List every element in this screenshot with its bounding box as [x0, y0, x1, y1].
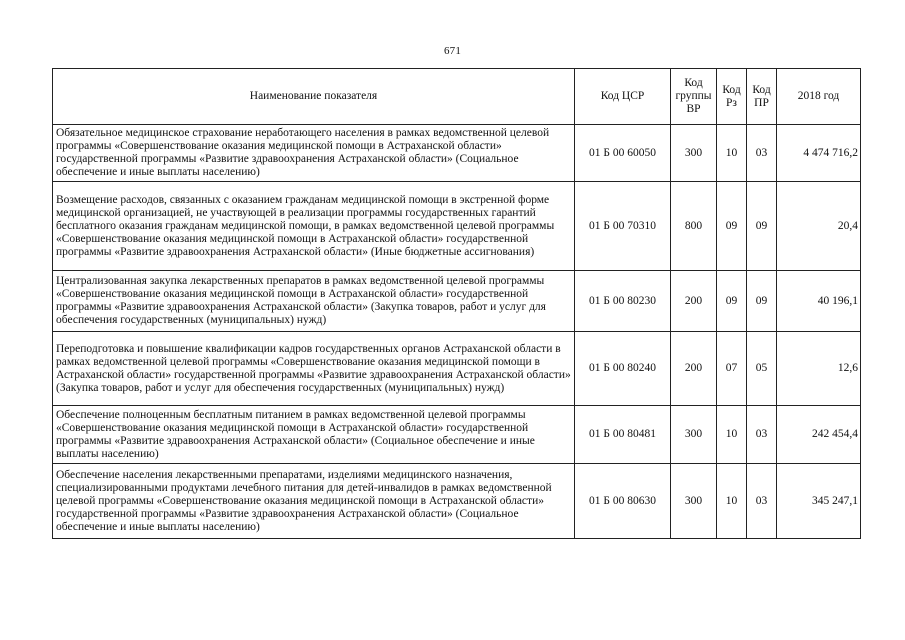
row-pr-code: 09	[747, 182, 777, 271]
table-row	[53, 271, 861, 332]
row-name: Возмещение расходов, связанных с оказанием гражданам медицинской помощи в экстренной форме медицинской организацией, не участвующей в реализации программы государственных гарантий бесплатного оказания гражданам медицинской помощи, в рамках ведомственной целевой программы «Совершенствование оказания медицинской помощи в Астраханской области» государственной программы «Развитие здравоохранения Астраханской области» (Иные бюджетные ассигнования)	[53, 182, 575, 271]
row-amount: 242 454,4	[777, 406, 861, 464]
header-name: Наименование показателя	[53, 69, 575, 125]
row-pr-code: 09	[747, 271, 777, 332]
row-vr-code: 200	[671, 332, 717, 406]
table-row	[53, 182, 861, 271]
row-amount: 345 247,1	[777, 464, 861, 539]
row-pr-code: 03	[747, 464, 777, 539]
row-csr-code: 01 Б 00 80630	[575, 464, 671, 539]
row-vr-code: 300	[671, 406, 717, 464]
header-vr-code: Код группы ВР	[671, 69, 717, 125]
row-csr-code: 01 Б 00 80230	[575, 271, 671, 332]
table-body	[53, 125, 861, 539]
row-name: Переподготовка и повышение квалификации кадров государственных органов Астраханской области в рамках ведомственной целевой программы «Совершенствование оказания медицинской помощи в Астраханской области» государственной программы «Развитие здравоохранения Астраханской области» (Закупка товаров, работ и услуг для обеспечения государственных (муниципальных) нужд)	[53, 332, 575, 406]
row-csr-code: 01 Б 00 80240	[575, 332, 671, 406]
row-rz-code: 07	[717, 332, 747, 406]
header-csr-code: Код ЦСР	[575, 69, 671, 125]
row-name: Обеспечение населения лекарственными препаратами, изделиями медицинского назначения, специализированными продуктами лечебного питания для детей-инвалидов в рамках ведомственной целевой программы «Совершенствование оказания медицинской помощи в Астраханской области» государственной программы «Развитие здравоохранения Астраханской области» (Социальное обеспечение и иные выплаты населению)	[53, 464, 575, 539]
table-row	[53, 125, 861, 182]
table-row	[53, 332, 861, 406]
row-vr-code: 300	[671, 464, 717, 539]
header-pr-code: Код ПР	[747, 69, 777, 125]
row-pr-code: 05	[747, 332, 777, 406]
row-vr-code: 200	[671, 271, 717, 332]
row-vr-code: 300	[671, 125, 717, 182]
row-pr-code: 03	[747, 406, 777, 464]
table-header	[53, 69, 861, 125]
row-name: Централизованная закупка лекарственных препаратов в рамках ведомственной целевой программы «Совершенствование оказания медицинской помощи в Астраханской области» государственной программы «Развитие здравоохранения Астраханской области» (Закупка товаров, работ и услуг для обеспечения государственных (муниципальных) нужд)	[53, 271, 575, 332]
row-rz-code: 10	[717, 406, 747, 464]
row-amount: 40 196,1	[777, 271, 861, 332]
header-rz-code: Код Рз	[717, 69, 747, 125]
row-rz-code: 10	[717, 464, 747, 539]
table-row	[53, 406, 861, 464]
row-csr-code: 01 Б 00 70310	[575, 182, 671, 271]
header-year: 2018 год	[777, 69, 861, 125]
row-vr-code: 800	[671, 182, 717, 271]
row-pr-code: 03	[747, 125, 777, 182]
row-name: Обеспечение полноценным бесплатным питанием в рамках ведомственной целевой программы «Совершенствование оказания медицинской помощи в Астраханской области» государственной программы «Развитие здравоохранения Астраханской области» (Социальное обеспечение и иные выплаты населению)	[53, 406, 575, 464]
row-csr-code: 01 Б 00 60050	[575, 125, 671, 182]
row-rz-code: 09	[717, 271, 747, 332]
row-rz-code: 09	[717, 182, 747, 271]
row-amount: 20,4	[777, 182, 861, 271]
row-name: Обязательное медицинское страхование неработающего населения в рамках ведомственной целевой программы «Совершенствование оказания медицинской помощи в Астраханской области» государственной программы «Развитие здравоохранения Астраханской области» (Социальное обеспечение и иные выплаты населению)	[53, 125, 575, 182]
row-csr-code: 01 Б 00 80481	[575, 406, 671, 464]
row-amount: 4 474 716,2	[777, 125, 861, 182]
row-amount: 12,6	[777, 332, 861, 406]
table-row	[53, 464, 861, 539]
header-row	[53, 69, 861, 125]
budget-table	[52, 68, 861, 539]
row-rz-code: 10	[717, 125, 747, 182]
page-number: 671	[443, 45, 462, 57]
